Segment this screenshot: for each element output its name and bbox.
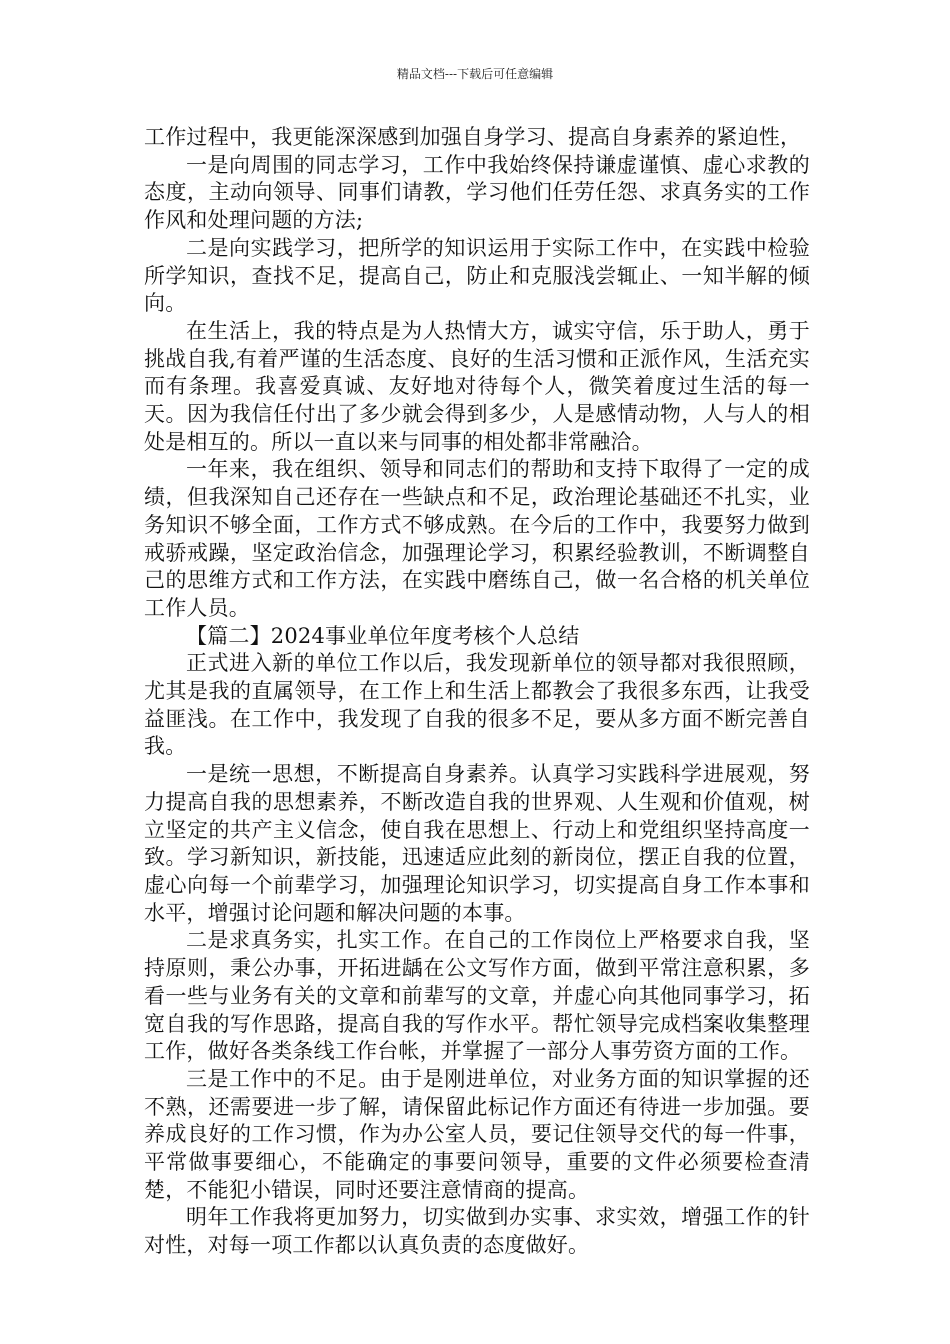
paragraph-learn-from-colleagues: 一是向周围的同志学习，工作中我始终保持谦虚谨慎、虚心求教的态度，主动向领导、同事们请教，学习他们任劳任怨、求真务实的工作作风和处理问题的方法; xyxy=(144,152,810,233)
paragraph-learn-from-practice: 二是向实践学习，把所学的知识运用于实际工作中，在实践中检验所学知识，查找不足，提高自己，防止和克服浅尝辄止、一知半解的倾向。 xyxy=(144,235,810,316)
paragraph-year-summary: 一年来，我在组织、领导和同志们的帮助和支持下取得了一定的成绩，但我深知自己还存在一些缺点和不足，政治理论基础还不扎实，业务知识不够全面，工作方式不够成熟。在今后的工作中，我要努力做到戒骄戒躁，坚定政治信念，加强理论学习，积累经验教训，不断调整自己的思维方式和工作方法，在实践中磨练自己，做一名合格的机关单位工作人员。 xyxy=(144,457,810,620)
paragraph-unify-thinking: 一是统一思想，不断提高自身素养。认真学习实践科学进展观，努力提高自我的思想素养，不断改造自我的世界观、人生观和价值观，树立坚定的共产主义信念，使自我在思想上、行动上和党组织坚持高度一致。学习新知识，新技能，迅速适应此刻的新岗位，摆正自我的位置，虚心向每一个前辈学习，加强理论知识学习，切实提高自身工作本事和水平，增强讨论问题和解决问题的本事。 xyxy=(144,762,810,925)
section-heading: 【篇二】2024事业单位年度考核个人总结 xyxy=(186,623,580,648)
paragraph-continuation: 工作过程中，我更能深深感到加强自身学习、提高自身素养的紧迫性， xyxy=(144,125,802,149)
paragraph-shortcomings: 三是工作中的不足。由于是刚进单位，对业务方面的知识掌握的还不熟，还需要进一步了解，请保留此标记作方面还有待进一步加强。要养成良好的工作习惯，作为办公室人员，要记住领导交代的每一件事，平常做事要细心，不能确定的事要问领导，重要的文件必须要检查清楚，不能犯小错误，同时还要注意情商的提高。 xyxy=(144,1066,810,1202)
paragraph-next-year: 明年工作我将更加努力，切实做到办实事、求实效，增强工作的针对性，对每一项工作都以认真负责的态度做好。 xyxy=(144,1205,810,1258)
paragraph-life: 在生活上，我的特点是为人热情大方，诚实守信，乐于助人，勇于挑战自我,有着严谨的生活态度、良好的生活习惯和正派作风，生活充实而有条理。我喜爱真诚、友好地对待每个人，微笑着度过生活的每一天。因为我信任付出了多少就会得到多少，人是感情动物，人与人的相处是相互的。所以一直以来与同事的相处都非常融洽。 xyxy=(144,318,810,454)
paragraph-practical-work: 二是求真务实，扎实工作。在自己的工作岗位上严格要求自我，坚持原则，秉公办事，开拓进龋在公文写作方面，做到平常注意积累，多看一些与业务有关的文章和前辈写的文章，并虚心向其他同事学习，拓宽自我的写作思路，提高自我的写作水平。帮忙领导完成档案收集整理工作，做好各类条线工作台帐，并掌握了一部分人事劳资方面的工作。 xyxy=(144,928,810,1064)
page-header: 精品文档---下载后可任意编辑 xyxy=(396,67,554,81)
document-body xyxy=(144,124,810,1260)
paragraph-new-unit: 正式进入新的单位工作以后，我发现新单位的领导都对我很照顾，尤其是我的直属领导，在工作上和生活上都教会了我很多东西，让我受益匪浅。在工作中，我发现了自我的很多不足，要从多方面不断完善自我。 xyxy=(144,651,810,759)
